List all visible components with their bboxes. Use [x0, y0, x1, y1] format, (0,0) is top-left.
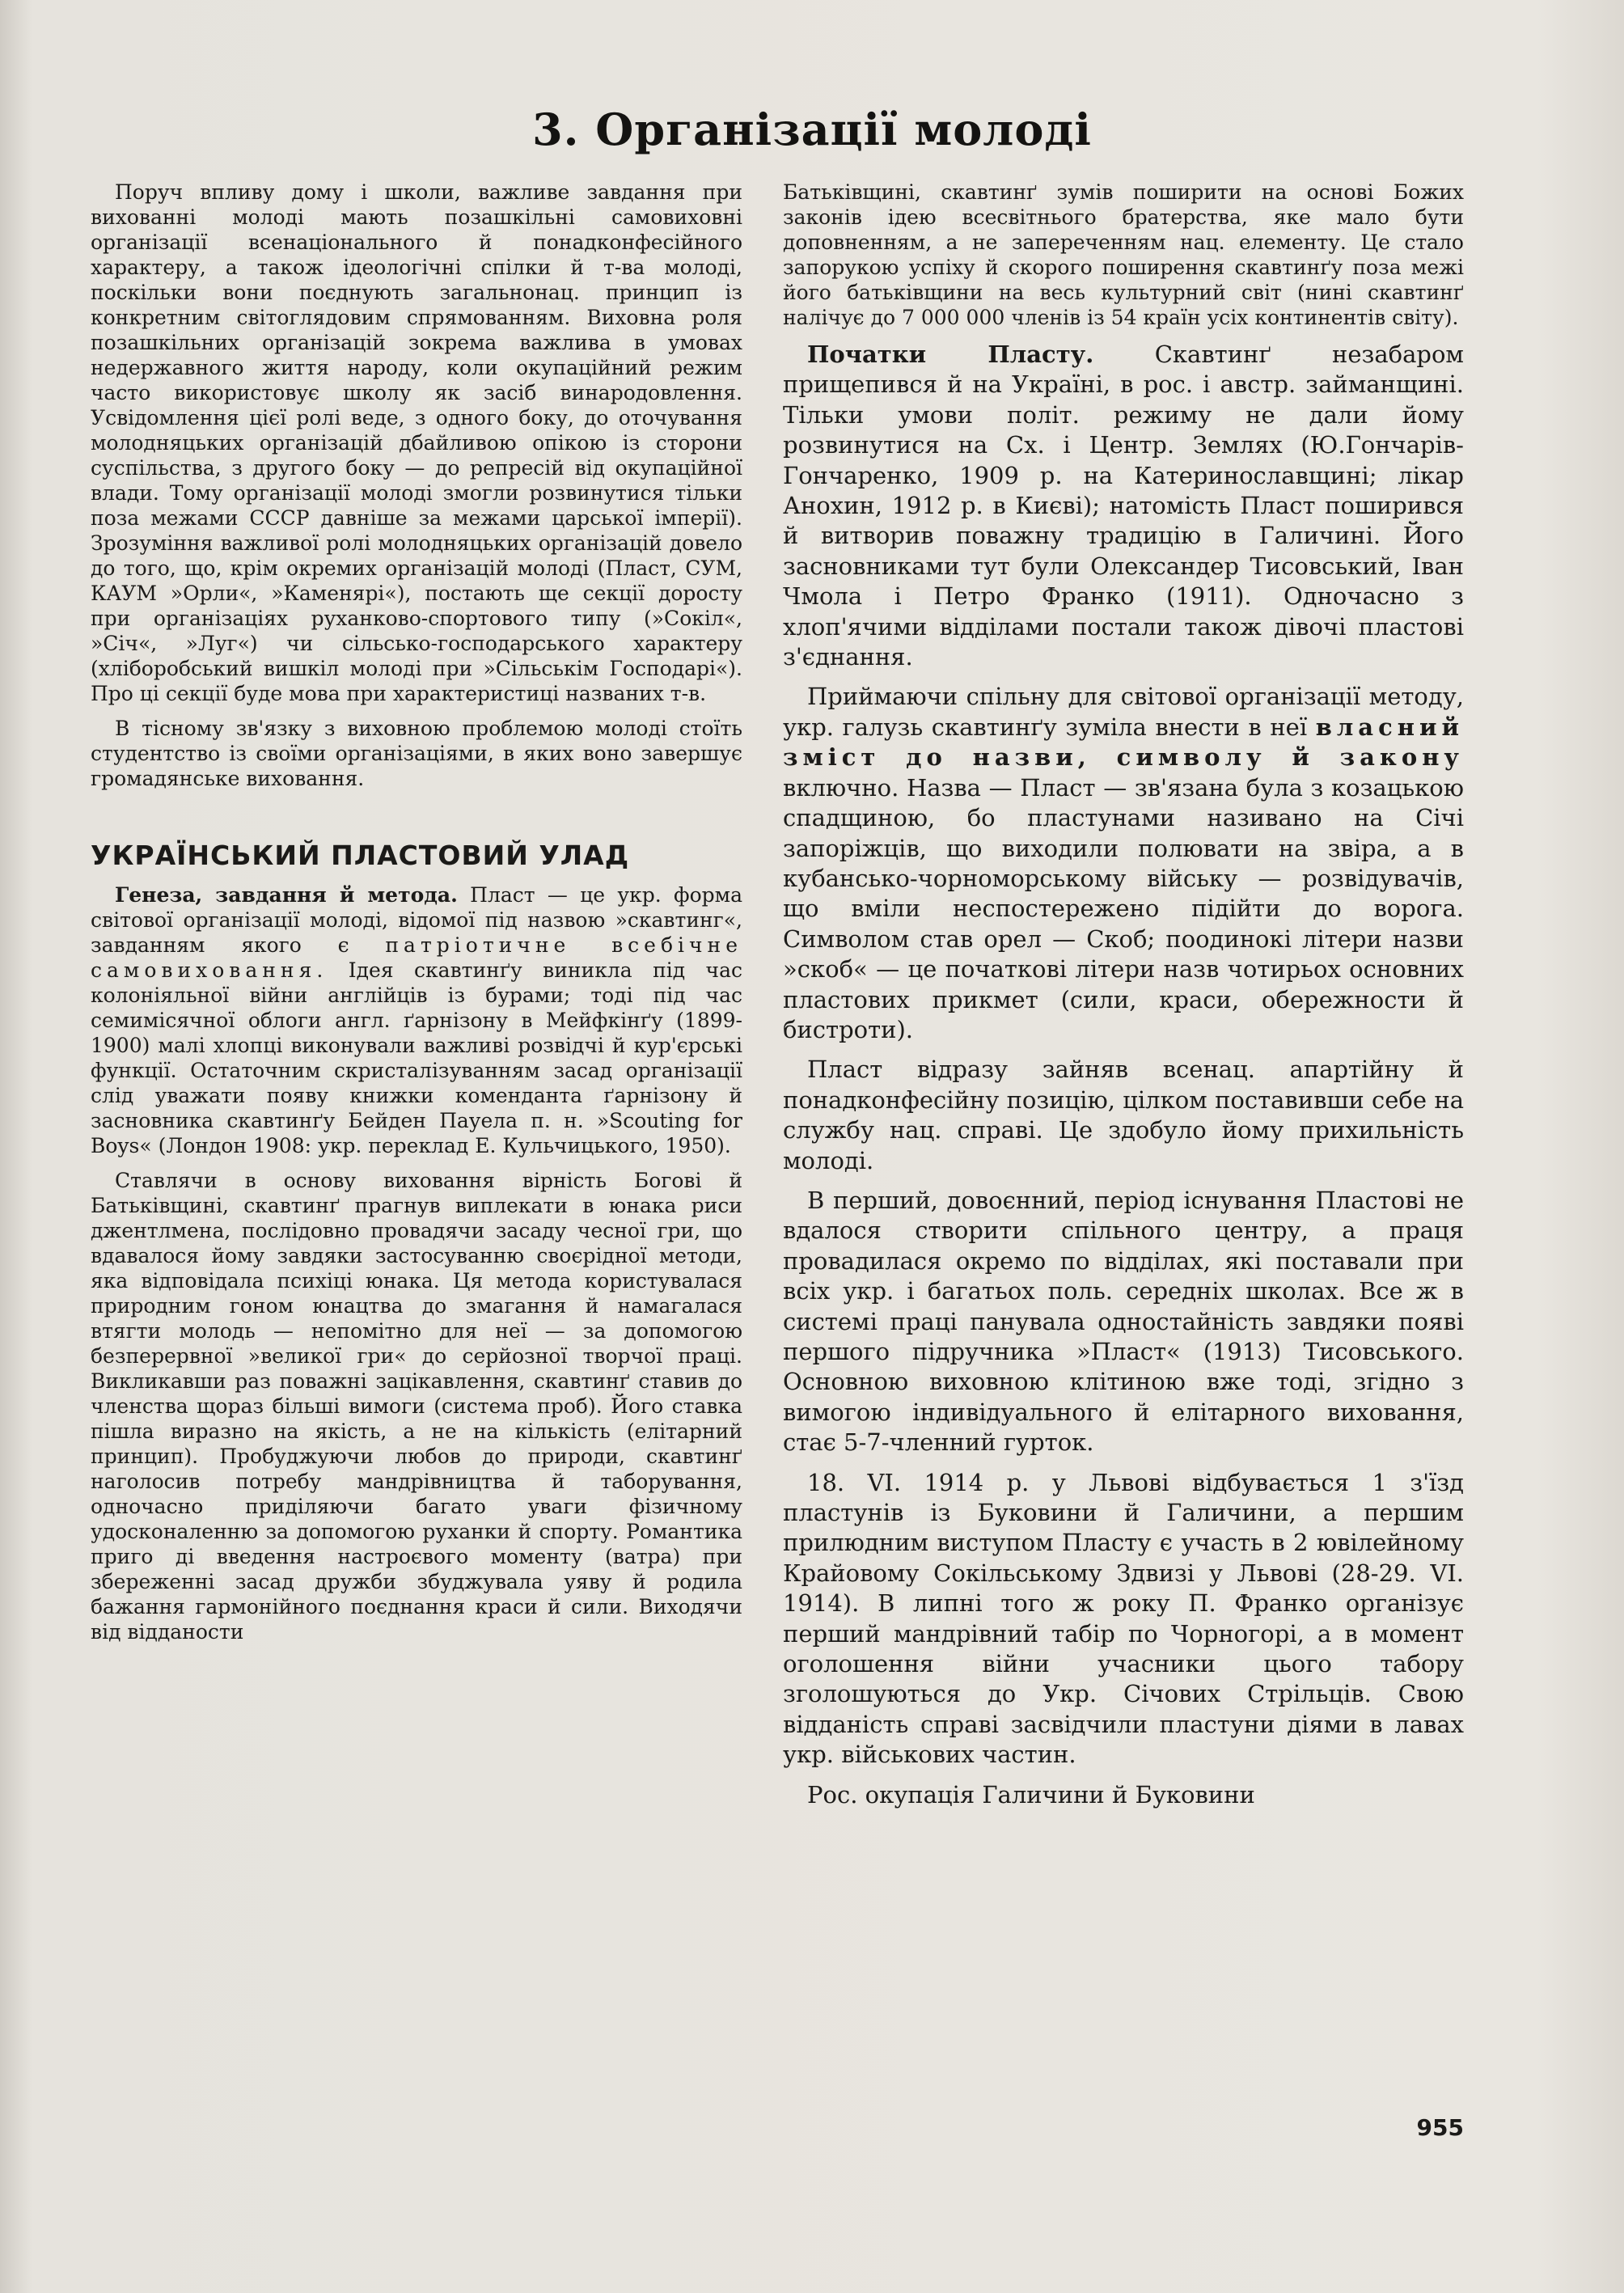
spaced-text: власний зміст до назви, символу й закону — [783, 713, 1464, 772]
paragraph-lead: Початки Пласту. — [807, 341, 1094, 368]
plast-section — [91, 882, 742, 1644]
paragraph-text: Ідея скавтинґу виникла під час колоніяльної війни англійців із бурами; тоді під час семимісячної облоги англ. ґарнізону в Мейфкінґу (1899-1900) малі хлопці виконували важливі розвідчі й кур'єрські функції. Остаточним скристалізуванням засад організації слід уважати появу книжки коменданта ґарнізону й засновника скавтинґу Бейден Пауела п. н. »Scouting for Boys« (Лондон 1908: укр. переклад Е. Кульчицького, 1950). — [91, 958, 742, 1157]
right-column — [783, 180, 1464, 1820]
page-title: 3. Організації молоді — [532, 104, 1092, 155]
left-column — [91, 180, 742, 1654]
paragraph: В перший, довоєнний, період існування Пластові не вдалося створити спільного центру, а праця провадилася окремо по відділах, які поставали при всіх укр. і багатьох поль. середніх школах. Все ж в системі праці панувала одностайність завдяки появі першого підручника »Пласт« (1913) Тисовського. Основною виховною клітиною вже тоді, згідно з вимогою індивідуального й елітарного виховання, стає 5-7-членний гурток. — [783, 1186, 1464, 1457]
paragraph: Ставлячи в основу виховання вірність Богові й Батьківщині, скавтинґ прагнув виплекати в юнака риси джентлмена, послідовно провадячи засаду чесної гри, що вдавалося йому завдяки застосуванню своєрідної методи, яка відповідала психіці юнака. Ця метода користувалася природним гоном юнацтва до змагання й намагалася втягти молодь — непомітно для неї — за допомогою безперервної »великої гри« до серйозної творчої праці. Викликавши раз поважні зацікавлення, скавтинґ ставив до членства щораз більші вимоги (система проб). Його ставка пішла виразно на якість, а не на кількість (елітарний принцип). Пробуджуючи любов до природи, скавтинґ наголосив потребу мандрівництва й таборування, одночасно приділяючи багато уваги фізичному удосконаленню за допомогою руханки й спорту. Романтика приго ді введення настроєвого моменту (ватра) при збереженні засад дружби збуджувала уяву й родила бажання гармонійного поєднання краси й сили. Виходячи від відданости — [91, 1169, 742, 1644]
paragraph: 18. VI. 1914 р. у Львові відбувається 1 з'їзд пластунів із Буковини й Галичини, а першим прилюдним виступом Пласту є участь в 2 ювілейному Крайовому Сокільському Здвизі у Львові (28-29. VI. 1914). В липні того ж року П. Франко організує перший мандрівний табір по Чорногорі, а в момент оголошення війни учасники цього табору зголошуються до Укр. Січових Стрільців. Свою відданість справі засвідчили пластуни діями в лавах укр. військових частин. — [783, 1468, 1464, 1769]
right-intro — [783, 180, 1464, 330]
page-number: 955 — [1416, 2114, 1464, 2141]
paragraph-text: Скавтинґ незабаром прищепився й на Україні, в рос. і австр. займанщині. Тільки умови політ. режиму не дали йому розвинутися на Сх. і Центр. Землях (Ю.Гончарів-Гончаренко, 1909 р. на Катеринославщині; лікар Анохин, 1912 р. в Києві); натомість Пласт поширився й витворив поважну традицію в Галичині. Його засновниками тут були Олександер Тисовський, Іван Чмола і Петро Франко (1911). Одночасно з хлоп'ячими відділами постали також дівочі пластові з'єднання. — [783, 341, 1464, 671]
paragraph-text: включно. Назва — Пласт — зв'язана була з козацькою спадщиною, бо пластунами називано на Січі запоріжців, що виходили полювати на звіра, а в кубансько-чорноморському війську — розвідувачів, що вміли неспостережено підійти до ворога. Символом став орел — Скоб; поодинокі літери назви »скоб« — це початкові літери назв чотирьох основних пластових прикмет (сили, краси, обережности й бистроти). — [783, 773, 1464, 1043]
paragraph: Рос. окупація Галичини й Буковини — [807, 1780, 1255, 1809]
paragraph: Батьківщині, скавтинґ зумів поширити на основі Божих законів ідею всесвітнього братерства, яке мало бути доповненням, а не запереченням нац. елементу. Це стало запорукою успіху й скорого поширення скавтинґу поза межі його батьківщини на весь культурний світ (нині скавтинґ налічує до 7 000 000 членів із 54 країн усіх континентів світу). — [783, 180, 1464, 329]
paragraph: В тісному зв'язку з виховною проблемою молоді стоїть студентство із своїми організаціями, в яких воно завершує громадянське виховання. — [91, 717, 742, 790]
right-main — [783, 340, 1464, 1810]
intro-section — [91, 180, 742, 791]
spaced-text: патріотичне всебічне самовиховання. — [91, 933, 742, 982]
paragraph — [91, 882, 742, 1158]
paragraph-text: Приймаючи спільну для світової організації методу, укр. галузь скавтинґу зуміла внести в неї — [783, 683, 1464, 741]
paragraph — [783, 340, 1464, 672]
paragraph — [783, 682, 1464, 1045]
paragraph-lead: Генеза, завдання й метода. — [115, 883, 458, 907]
paragraph: Поруч впливу дому і школи, важливе завдання при вихованні молоді мають позашкільні самовиховні організації всенаціонального й понадконфесійного характеру, а також ідеологічні спілки й т-ва молоді, поскільки вони поєднують загальнонац. принцип із конкретним світоглядовим спрямованням. Виховна роля позашкільних організацій зокрема важлива в умовах недержавного життя народу, коли окупаційний режим часто використовує школу як засіб винародовлення. Усвідомлення цієї ролі веде, з одного боку, до оточування молодняцьких організацій дбайливою опікою із сторони суспільства, з другого боку — до репресій від окупаційної влади. Тому організації молоді змогли розвинутися тільки поза межами СССР давніше за межами царської імперії). Зрозуміння важливої ролі молодняцьких організацій довело до того, що, крім окремих організацій молоді (Пласт, СУМ, КАУМ »Орли«, »Каменярі«), постають ще секції доросту при організаціях руханково-спортового типу (»Сокіл«, »Січ«, »Луг«) чи сільсько-господарського характеру (хліборобський вишкіл молоді при »Сільськім Господарі«). Про ці секції буде мова при характеристиці названих т-в. — [91, 180, 742, 705]
paragraph: Пласт відразу зайняв всенац. апартійну й понадконфесійну позицію, цілком поставивши себе на службу нац. справі. Це здобуло йому прихильність молоді. — [783, 1056, 1464, 1174]
section-heading: УКРАЇНСЬКИЙ ПЛАСТОВИЙ УЛАД — [91, 840, 630, 871]
paragraph-text: Пласт — це укр. форма світової організації молоді, відомої під назвою »скавтинг«, завданням якого є — [91, 883, 742, 957]
